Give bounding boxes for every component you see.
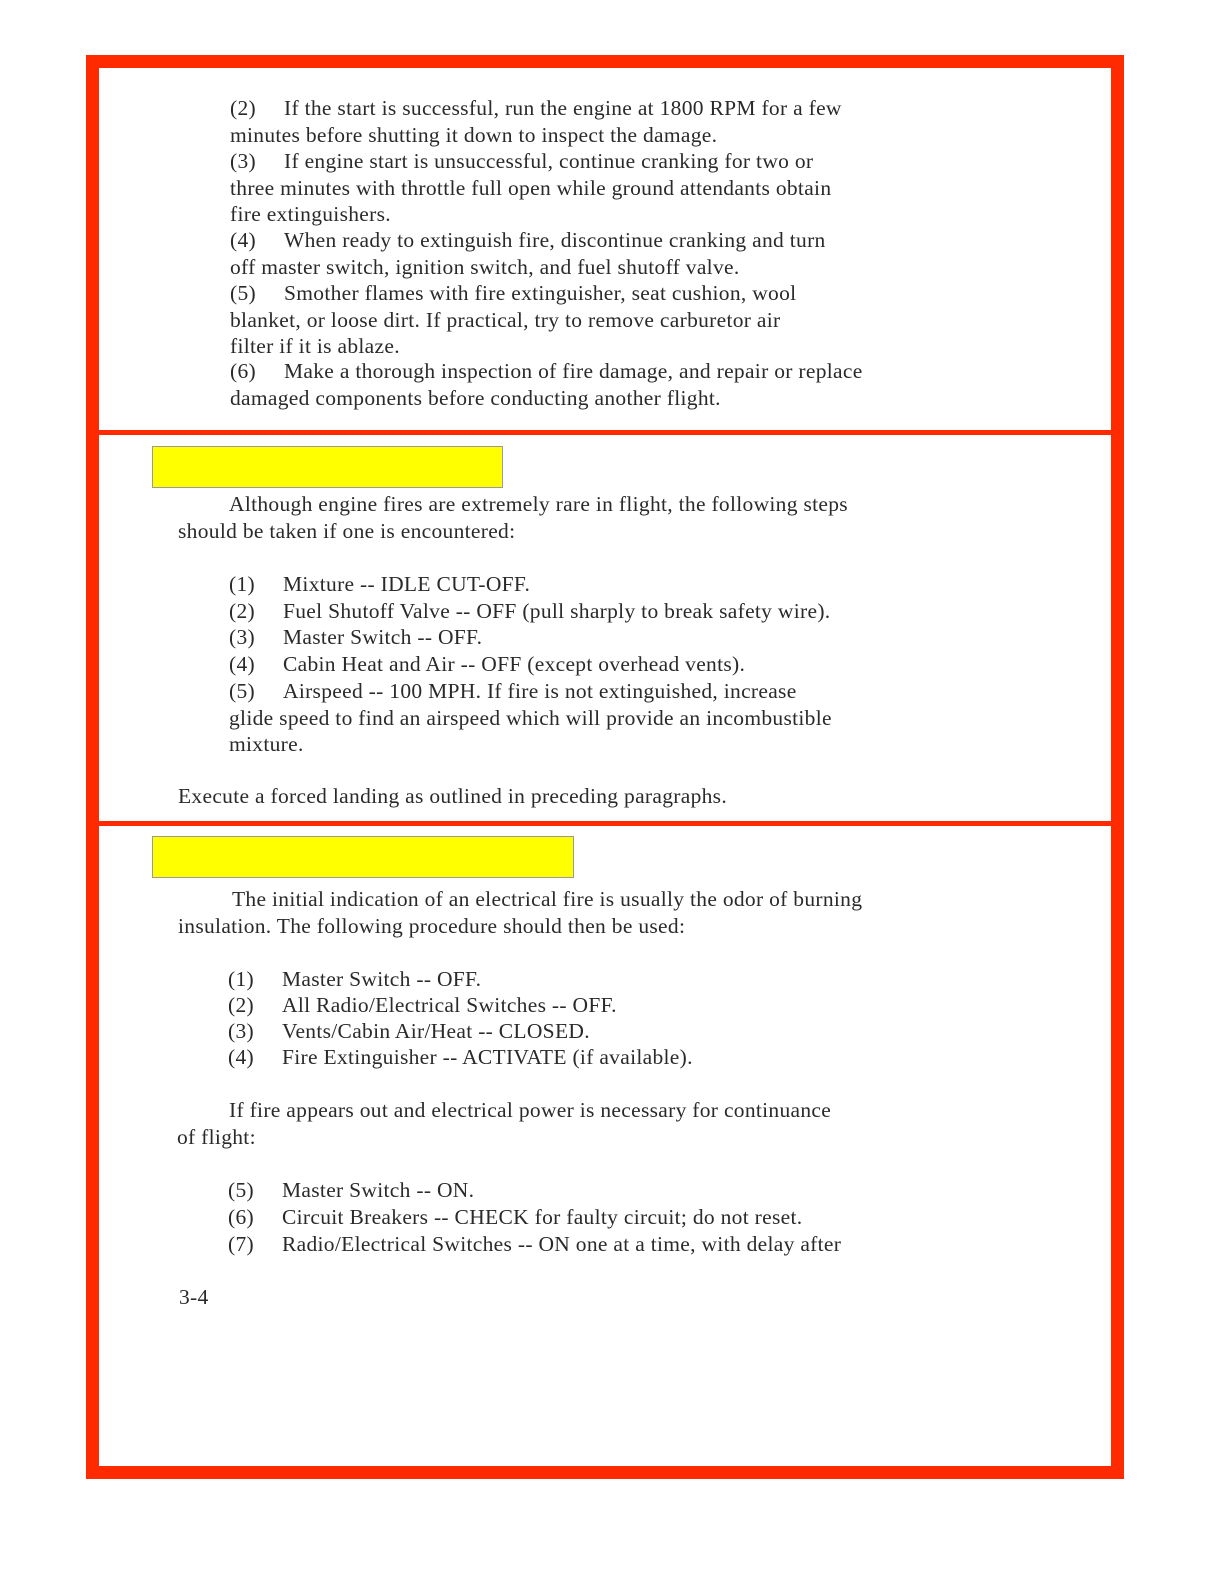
step-number: (4) xyxy=(229,652,255,676)
page-frame xyxy=(86,55,1124,1479)
step-number: (2) xyxy=(230,96,256,120)
step-number: (3) xyxy=(228,1019,254,1043)
middle-text: of flight: xyxy=(177,1125,256,1149)
step-text: Make a thorough inspection of fire damage, and repair or replace xyxy=(284,359,863,383)
electrical-step-1 xyxy=(228,966,481,993)
step-text: filter if it is ablaze. xyxy=(230,334,400,358)
step-number: (1) xyxy=(229,572,255,596)
step-2 xyxy=(230,95,842,148)
engine-step-1 xyxy=(229,571,530,598)
electrical-fire-middle xyxy=(229,1097,831,1124)
step-text: If the start is successful, run the engine at 1800 RPM for a few xyxy=(284,96,842,120)
electrical-fire-middle-cont xyxy=(177,1124,256,1151)
engine-step-2 xyxy=(229,598,830,625)
engine-step-5 xyxy=(229,678,832,758)
step-text: Master Switch -- OFF. xyxy=(283,625,483,649)
step-number: (6) xyxy=(228,1205,254,1229)
electrical-step-6 xyxy=(228,1204,802,1231)
step-text: three minutes with throttle full open while ground attendants obtain xyxy=(230,175,832,200)
electrical-fire-intro-cont xyxy=(178,913,685,940)
page-number-text: 3-4 xyxy=(179,1285,209,1309)
middle-text: If fire appears out and electrical power is necessary for continuance xyxy=(229,1098,832,1122)
engine-step-3 xyxy=(229,624,482,651)
step-text: damaged components before conducting another flight. xyxy=(230,385,721,410)
step-number: (3) xyxy=(230,149,256,173)
intro-text: should be taken if one is encountered: xyxy=(178,519,516,543)
engine-fire-intro xyxy=(229,491,848,518)
step-text: If engine start is unsuccessful, continue cranking for two or xyxy=(284,149,814,173)
page-number xyxy=(179,1284,209,1311)
electrical-fire-intro xyxy=(232,886,862,913)
step-text: minutes before shutting it down to inspect the damage. xyxy=(230,122,718,147)
step-number: (4) xyxy=(230,228,256,252)
step-text: Master Switch -- ON. xyxy=(282,1178,475,1202)
step-number: (5) xyxy=(228,1178,254,1202)
step-text: Fuel Shutoff Valve -- OFF (pull sharply to break safety wire). xyxy=(283,599,831,623)
step-number: (5) xyxy=(229,679,255,703)
engine-fire-intro-cont xyxy=(178,518,515,545)
step-text: Fire Extinguisher -- ACTIVATE (if available). xyxy=(282,1045,693,1069)
electrical-step-3 xyxy=(228,1018,590,1045)
engine-step-4 xyxy=(229,651,745,678)
step-text: When ready to extinguish fire, discontinue cranking and turn xyxy=(284,228,826,252)
step-text: Smother flames with fire extinguisher, seat cushion, wool xyxy=(284,281,797,305)
step-3 xyxy=(230,148,831,228)
step-text: Circuit Breakers -- CHECK for faulty circuit; do not reset. xyxy=(282,1205,803,1229)
step-6 xyxy=(230,358,863,411)
step-text: Cabin Heat and Air -- OFF (except overhead vents). xyxy=(283,652,746,676)
step-number: (7) xyxy=(228,1232,254,1256)
step-text: Vents/Cabin Air/Heat -- CLOSED. xyxy=(282,1019,590,1043)
step-number: (2) xyxy=(229,599,255,623)
section-divider xyxy=(99,430,1111,435)
intro-text: Although engine fires are extremely rare in flight, the following steps xyxy=(229,492,848,516)
electrical-step-5 xyxy=(228,1177,474,1204)
closing-text: Execute a forced landing as outlined in preceding paragraphs. xyxy=(178,784,728,808)
heading-highlight xyxy=(152,836,574,878)
step-text: Mixture -- IDLE CUT-OFF. xyxy=(283,572,531,596)
intro-text: The initial indication of an electrical fire is usually the odor of burning xyxy=(232,887,863,911)
heading-highlight xyxy=(152,446,503,488)
electrical-step-7 xyxy=(228,1231,841,1258)
step-number: (2) xyxy=(228,993,254,1017)
step-text: All Radio/Electrical Switches -- OFF. xyxy=(282,993,617,1017)
step-text: off master switch, ignition switch, and fuel shutoff valve. xyxy=(230,254,740,279)
step-text: Airspeed -- 100 MPH. If fire is not extinguished, increase xyxy=(283,679,797,703)
step-text: Master Switch -- OFF. xyxy=(282,967,482,991)
step-text: glide speed to find an airspeed which will provide an incombustible xyxy=(229,705,832,730)
step-text: blanket, or loose dirt. If practical, try to remove carburetor air xyxy=(230,307,781,332)
electrical-step-4 xyxy=(228,1044,693,1071)
step-text: Radio/Electrical Switches -- ON one at a time, with delay after xyxy=(282,1232,842,1256)
step-text: fire extinguishers. xyxy=(230,202,391,226)
step-4 xyxy=(230,227,826,280)
step-5 xyxy=(230,280,796,360)
engine-fire-closing xyxy=(178,783,727,810)
intro-text: insulation. The following procedure should then be used: xyxy=(178,914,686,938)
section-divider xyxy=(99,821,1111,826)
step-number: (6) xyxy=(230,359,256,383)
step-number: (3) xyxy=(229,625,255,649)
step-number: (4) xyxy=(228,1045,254,1069)
step-text: mixture. xyxy=(229,732,304,756)
step-number: (5) xyxy=(230,281,256,305)
step-number: (1) xyxy=(228,967,254,991)
electrical-step-2 xyxy=(228,992,617,1019)
